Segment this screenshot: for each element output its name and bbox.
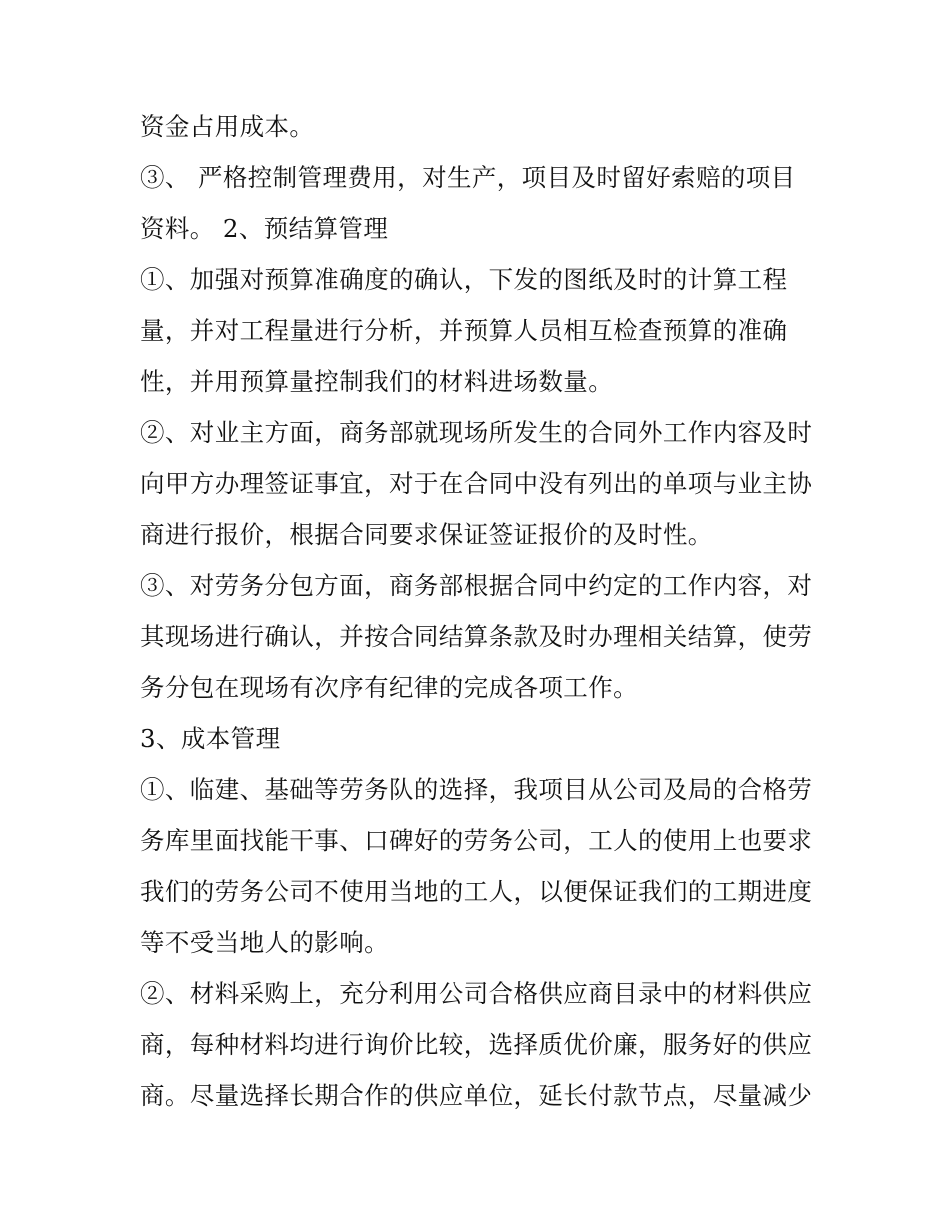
text-line: ②、材料采购上，充分利用公司合格供应商目录中的材料供应: [140, 979, 813, 1008]
text-line: 商进行报价，根据合同要求保证签证报价的及时性。: [140, 520, 713, 549]
text-line: 商。尽量选择长期合作的供应单位，延长付款节点，尽量减少: [140, 1081, 813, 1110]
text-line: 量，并对工程量进行分析，并预算人员相互检查预算的准确: [140, 316, 788, 345]
text-line: 务库里面找能干事、口碑好的劳务公司，工人的使用上也要求: [140, 826, 813, 855]
text-line: 务分包在现场有次序有纪律的完成各项工作。: [140, 673, 638, 702]
text-line: 性，并用预算量控制我们的材料进场数量。: [140, 367, 614, 396]
text-line: 3、成本管理: [140, 724, 281, 753]
text-line: 我们的劳务公司不使用当地的工人，以便保证我们的工期进度: [140, 877, 813, 906]
text-line: ③、 严格控制管理费用，对生产，项目及时留好索赔的项目: [140, 163, 796, 192]
text-line: ①、临建、基础等劳务队的选择，我项目从公司及局的合格劳: [140, 775, 813, 804]
text-line: ③、对劳务分包方面，商务部根据合同中约定的工作内容，对: [140, 571, 813, 600]
text-line: 资料。 2、预结算管理: [140, 214, 389, 243]
text-line: 向甲方办理签证事宜，对于在合同中没有列出的单项与业主协: [140, 469, 813, 498]
text-line: 商，每种材料均进行询价比较，选择质优价廉，服务好的供应: [140, 1030, 813, 1059]
text-line: 资金占用成本。: [140, 112, 315, 141]
text-line: 等不受当地人的影响。: [140, 928, 389, 957]
text-line: ①、加强对预算准确度的确认，下发的图纸及时的计算工程: [140, 265, 788, 294]
text-line: 其现场进行确认，并按合同结算条款及时办理相关结算，使劳: [140, 622, 813, 651]
text-line: ②、对业主方面，商务部就现场所发生的合同外工作内容及时: [140, 418, 813, 447]
